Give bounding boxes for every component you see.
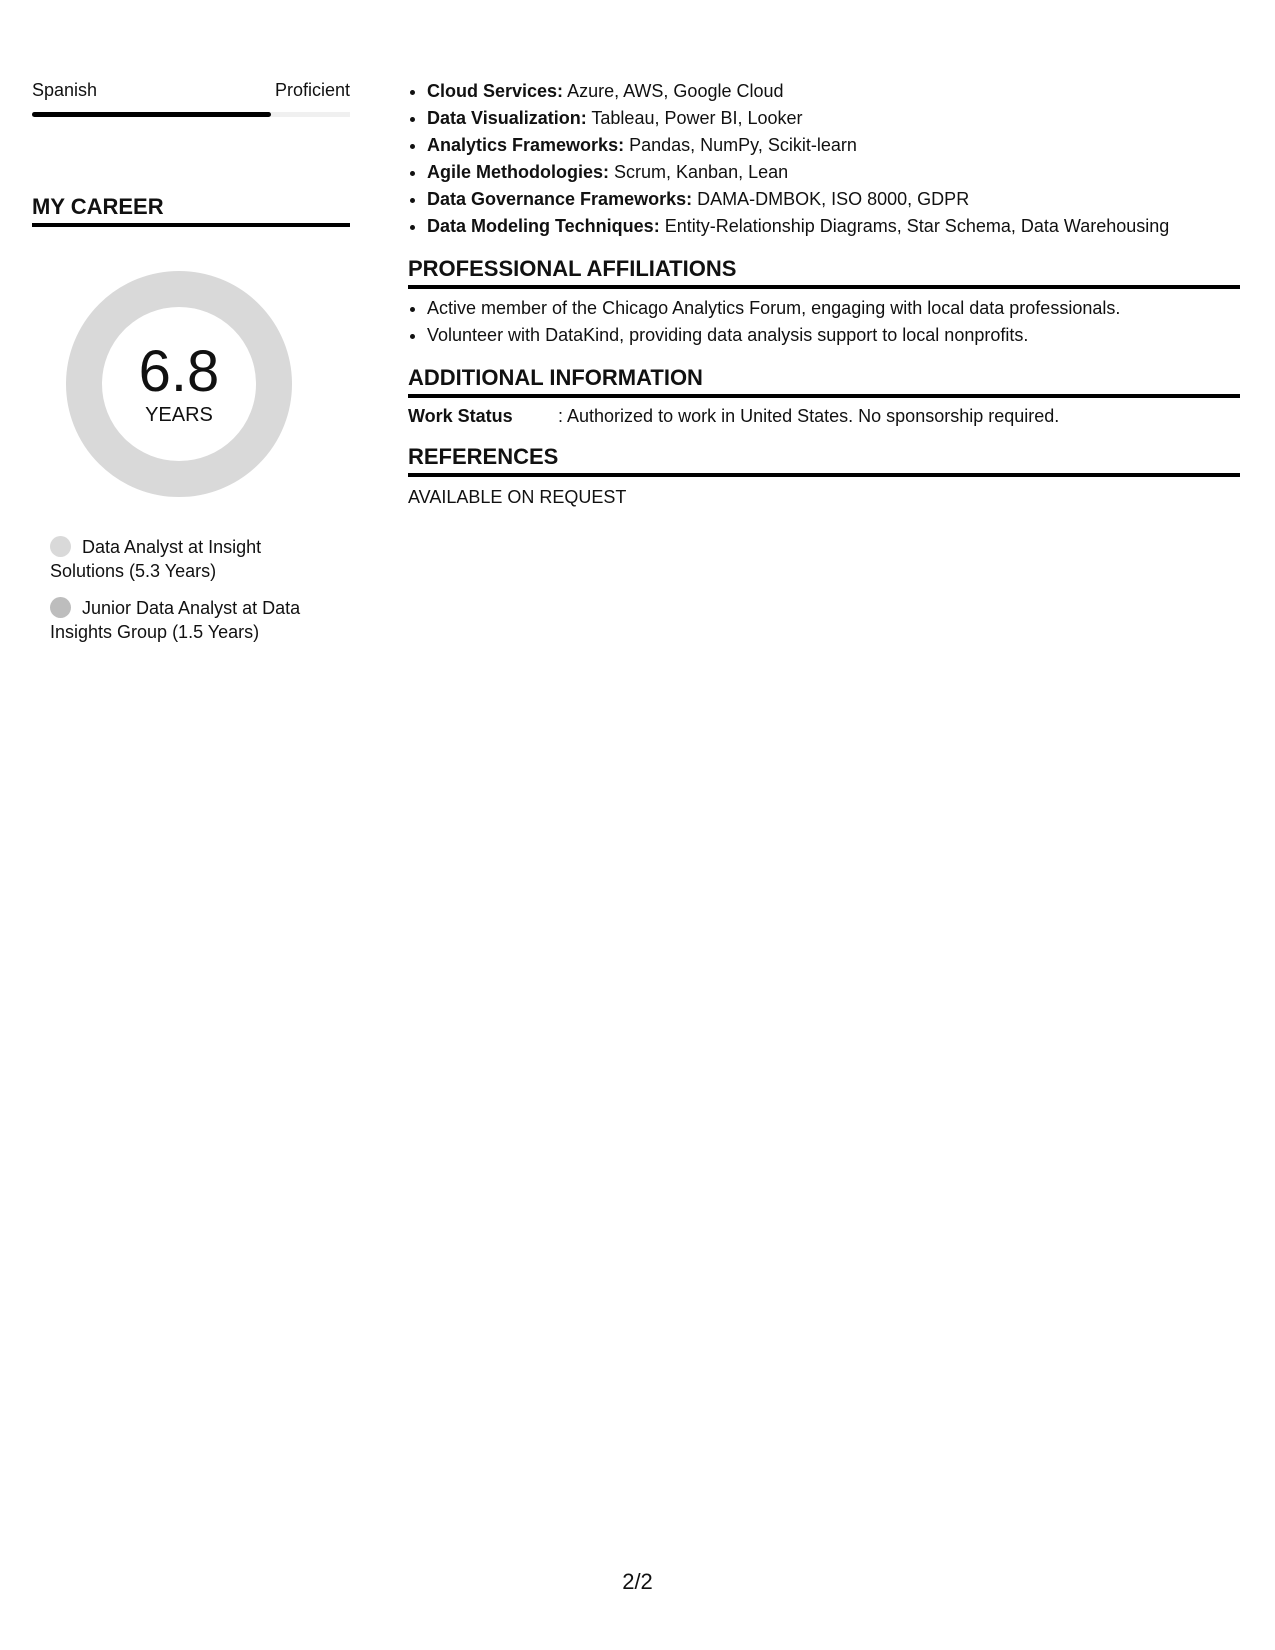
additional-info-heading: ADDITIONAL INFORMATION [408, 364, 1240, 398]
skill-value: Pandas, NumPy, Scikit-learn [629, 135, 857, 155]
skill-value: Tableau, Power BI, Looker [591, 108, 803, 128]
skill-value: Entity-Relationship Diagrams, Star Schema, Data Warehousing [664, 216, 1170, 236]
skill-label: Data Modeling Techniques: [427, 216, 660, 236]
language-name: Spanish [32, 80, 98, 100]
references-heading: REFERENCES [408, 443, 1240, 477]
skill-label: Data Governance Frameworks: [427, 189, 693, 209]
legend-text: Junior Data Analyst at Data Insights Group (1.5 Years) [50, 598, 301, 642]
language-level: Proficient [274, 80, 350, 100]
skill-value: Azure, AWS, Google Cloud [567, 81, 784, 101]
career-donut-chart [66, 271, 292, 497]
skill-label: Analytics Frameworks: [427, 135, 625, 155]
skills-list [408, 78, 1240, 240]
page-number: 2/2 [622, 1569, 653, 1594]
skill-label: Cloud Services: [427, 81, 564, 101]
skill-item [427, 213, 1240, 240]
career-total-unit: YEARS [145, 404, 213, 426]
skill-label: Agile Methodologies: [427, 162, 609, 182]
skill-item [427, 105, 1240, 132]
donut-center-label [66, 271, 292, 497]
career-total-value: 6.8 [138, 339, 220, 404]
affiliations-list [408, 295, 1240, 349]
work-status-value: : Authorized to work in United States. No sponsorship required. [558, 406, 1060, 426]
skill-value: DAMA-DMBOK, ISO 8000, GDPR [697, 189, 970, 209]
language-proficiency-fill [32, 112, 271, 117]
skill-value: Scrum, Kanban, Lean [614, 162, 789, 182]
legend-item [50, 596, 340, 644]
career-heading: MY CAREER [32, 193, 350, 227]
skill-item [427, 186, 1240, 213]
legend-text: Data Analyst at Insight Solutions (5.3 Years) [50, 537, 262, 581]
skill-item [427, 78, 1240, 105]
affiliations-heading: PROFESSIONAL AFFILIATIONS [408, 255, 1240, 289]
affiliation-item: • Volunteer with DataKind, providing data analysis support to local nonprofits. [427, 322, 1240, 349]
affiliation-item: • Active member of the Chicago Analytics Forum, engaging with local data professionals. [427, 295, 1240, 322]
skill-label: Data Visualization: [427, 108, 587, 128]
skill-item [427, 132, 1240, 159]
career-legend [50, 535, 340, 644]
work-status-row [408, 404, 1240, 428]
language-proficiency-bar [32, 112, 350, 117]
legend-dot-icon [50, 536, 71, 557]
right-column [408, 78, 1240, 509]
references-text: AVAILABLE ON REQUEST [408, 487, 627, 507]
skill-item [427, 159, 1240, 186]
language-row [32, 78, 350, 102]
left-column [32, 78, 350, 657]
legend-dot-icon [50, 597, 71, 618]
work-status-label: Work Status [408, 406, 513, 426]
legend-item [50, 535, 340, 583]
